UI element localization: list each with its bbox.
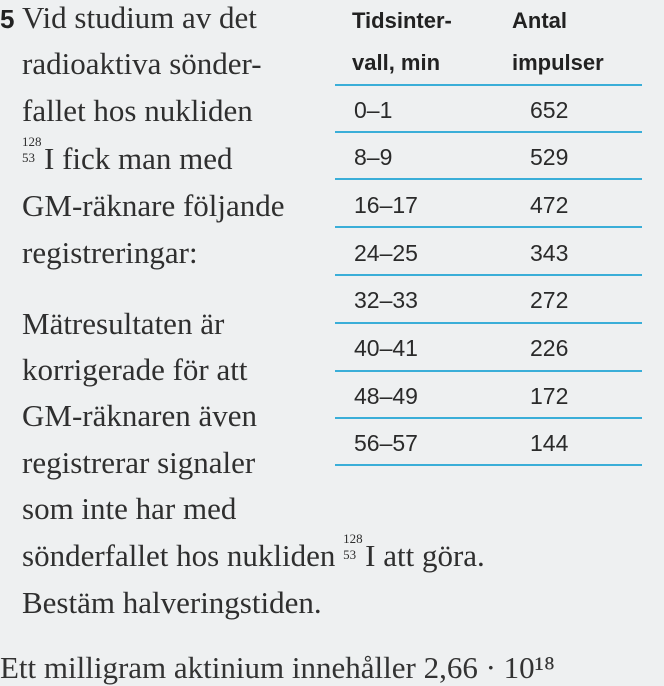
- text-line-13: Bestäm halveringstiden.: [22, 585, 322, 620]
- cell-count: 272: [530, 287, 569, 313]
- table-rule: [335, 178, 642, 180]
- text-line-11: som inte har med: [22, 491, 237, 526]
- nuclide-mass-number-2: 128: [343, 531, 363, 546]
- nuclide-atomic-number: 53: [22, 150, 35, 165]
- text-line-8: korrigerade för att: [22, 352, 248, 387]
- nuclide-atomic-number-2: 53: [343, 547, 357, 562]
- table-rule: [335, 370, 642, 372]
- text-line-6: registreringar:: [22, 235, 198, 270]
- header-count-line2: impulser: [512, 50, 604, 75]
- table-rule: [335, 226, 642, 228]
- cell-count: 652: [530, 97, 569, 123]
- cell-count: 343: [530, 240, 569, 266]
- cell-count: 172: [530, 383, 569, 409]
- table-rule: [335, 84, 642, 86]
- text-line-5: GM-räknare följande: [22, 188, 285, 223]
- problem-number: 5: [0, 4, 15, 34]
- nuclide-notation-2: [343, 531, 365, 566]
- table-rule: [335, 131, 642, 133]
- text-line-4-text: I fick man med: [44, 141, 233, 176]
- text-line-9: GM-räknaren även: [22, 398, 257, 433]
- cell-count: 226: [530, 335, 569, 361]
- text-line-10: registrerar signaler: [22, 445, 256, 480]
- table-rule: [335, 274, 642, 276]
- cell-count: 144: [530, 430, 569, 456]
- cell-interval: 56–57: [354, 430, 418, 456]
- cell-count: 529: [530, 144, 569, 170]
- nuclide-notation: [22, 134, 44, 169]
- text-line-12: [22, 531, 485, 574]
- cell-interval: 8–9: [354, 144, 393, 170]
- header-interval-line1: Tidsinter-: [352, 8, 452, 33]
- text-line-3: fallet hos nukliden: [22, 93, 253, 128]
- cell-interval: 40–41: [354, 335, 418, 361]
- cell-count: 472: [530, 192, 569, 218]
- header-count-line1: Antal: [512, 8, 567, 33]
- cell-interval: 0–1: [354, 97, 393, 123]
- next-problem-fragment: Ett milligram aktinium innehåller 2,66 · 10¹⁸: [0, 650, 555, 685]
- header-interval-line2: vall, min: [352, 50, 441, 75]
- text-line-12-text: sönderfallet hos nukliden: [22, 538, 336, 573]
- text-line-4: [22, 134, 233, 177]
- nuclide-mass-number: 128: [22, 134, 42, 149]
- table-rule: [335, 464, 642, 466]
- cell-interval: 24–25: [354, 240, 418, 266]
- table-rule: [335, 322, 642, 324]
- text-line-12-tail: I att göra.: [365, 538, 485, 573]
- cell-interval: 32–33: [354, 287, 418, 313]
- cell-interval: 16–17: [354, 192, 418, 218]
- table-rule: [335, 417, 642, 419]
- text-line-1: Vid studium av det: [22, 0, 257, 35]
- text-line-2: radioaktiva sönder-: [22, 46, 262, 81]
- cell-interval: 48–49: [354, 383, 418, 409]
- text-line-7: Mätresultaten är: [22, 306, 225, 341]
